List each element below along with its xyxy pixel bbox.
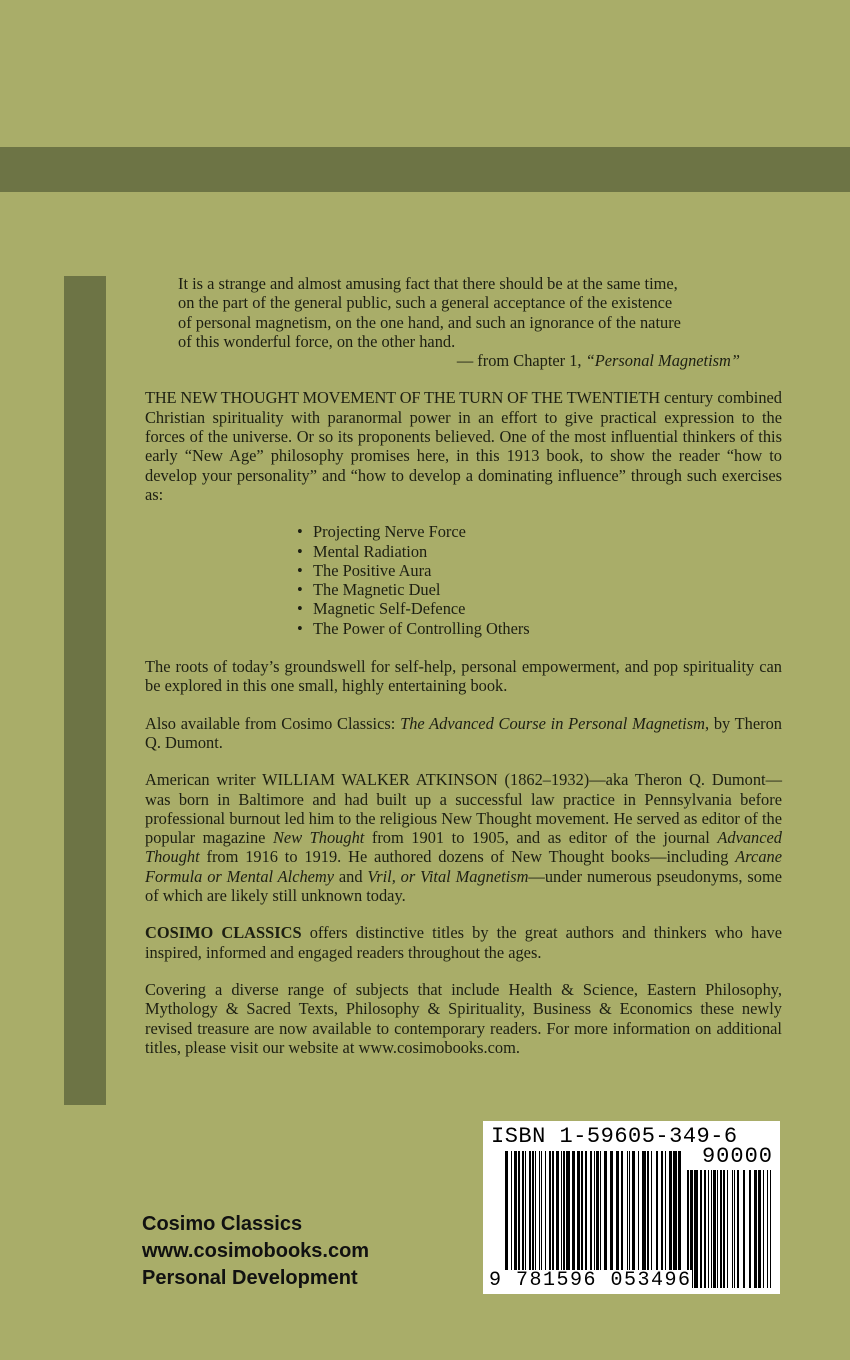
book-category: Personal Development [142, 1267, 358, 1289]
barcode-bar [669, 1151, 672, 1275]
barcode-bar [632, 1151, 635, 1275]
cosimo-brand: COSIMO CLASSICS [145, 923, 302, 943]
barcode-digits: 9 781596 053496 [489, 1269, 692, 1292]
attribution-prefix: — from Chapter 1, [456, 351, 586, 371]
quote-line: of personal magnetism, on the one hand, and such an ignorance of the nature [178, 312, 681, 332]
barcode-bar [627, 1151, 628, 1275]
list-item: • Magnetic Self-Defence [297, 599, 466, 619]
barcode-bar [541, 1151, 542, 1275]
barcode-bar [552, 1151, 554, 1275]
top-accent-band [0, 147, 850, 192]
barcode-bar [647, 1151, 649, 1275]
barcode-bar [604, 1151, 607, 1275]
barcode-bar [572, 1151, 575, 1275]
barcode-bars-addon [687, 1170, 773, 1288]
exercise-list [297, 522, 782, 638]
barcode-bar [717, 1170, 718, 1288]
barcode-bar [727, 1170, 728, 1288]
barcode-bar [525, 1151, 526, 1275]
barcode-bar [770, 1170, 771, 1288]
barcode-bar [734, 1170, 735, 1288]
barcode-bar [743, 1170, 745, 1288]
barcode-bar [581, 1151, 583, 1275]
list-item: • The Power of Controlling Others [297, 618, 530, 638]
barcode-bar [763, 1170, 764, 1288]
barcode-bar [532, 1151, 534, 1275]
barcode-bar [566, 1151, 570, 1275]
barcode-bar [678, 1151, 681, 1275]
barcode-bar [629, 1151, 630, 1275]
quote-line: on the part of the general public, such a general acceptance of the existence [178, 293, 673, 313]
barcode-bar [594, 1151, 595, 1275]
intro-lead-caps: THE NEW THOUGHT MOVEMENT OF THE TURN OF THE TWENTIETH [145, 388, 660, 408]
barcode-bar [522, 1151, 524, 1275]
barcode-bar [665, 1151, 666, 1275]
attribution-title: “Personal Magnetism” [585, 351, 740, 371]
barcode-bars-main [505, 1151, 683, 1275]
barcode-bar [556, 1151, 559, 1275]
barcode-bar [529, 1151, 531, 1275]
intro-paragraph [145, 388, 782, 504]
advanced-course-title: The Advanced Course in Personal Magnetism [400, 713, 705, 733]
barcode-bar [596, 1151, 599, 1275]
barcode-bar [505, 1151, 508, 1275]
barcode-bar [704, 1170, 706, 1288]
barcode-bar [642, 1151, 646, 1275]
publisher-website: www.cosimobooks.com [142, 1240, 370, 1262]
barcode-bar [694, 1170, 698, 1288]
barcode-bar [511, 1151, 512, 1275]
barcode-bar [621, 1151, 623, 1275]
cosimo-classics-paragraph: COSIMO CLASSICS offers distinctive titles by the great authors and thinkers who have inspired, informed and engaged readers throughout the ages. [145, 923, 782, 962]
barcode-bar [673, 1151, 677, 1275]
barcode-bar [561, 1151, 562, 1275]
barcode-bar [767, 1170, 768, 1288]
list-item: • Mental Radiation [297, 541, 428, 561]
quote-line: It is a strange and almost amusing fact that there should be at the same time, [178, 274, 678, 293]
barcode-bar [656, 1151, 658, 1275]
barcode-bar [535, 1151, 536, 1275]
list-item: • The Magnetic Duel [297, 580, 441, 600]
barcode-bar [638, 1151, 639, 1275]
also-available-paragraph: Also available from Cosimo Classics: The Advanced Course in Personal Magnetism, by Theron Q. Dumont. [145, 713, 783, 752]
barcode-bar [549, 1151, 551, 1275]
barcode-bar [514, 1151, 517, 1275]
barcode-bar [754, 1170, 757, 1288]
barcode-bar [585, 1151, 587, 1275]
barcode-bar [590, 1151, 592, 1275]
author-bio-paragraph: American writer WILLIAM WALKER ATKINSON (1862–1932)—aka Theron Q. Dumont—was born in Baltimore and had built up a successful law practice in Pennsylvania before professional burnout led him to the religious New Thought movement. He served as editor of the popular magazine New Thought from 1901 to 1905, and as editor of the journal Advanced Thought from 1916 to 1919. He authored dozens of New Thought books—including Arcane Formula or Mental Alchemy and Vril, or Vital Magnetism—under numerous pseudonyms, some of which are likely still unknown today. [145, 770, 782, 906]
list-item: • Projecting Nerve Force [297, 522, 466, 542]
barcode-bar [651, 1151, 652, 1275]
quote-line: of this wonderful force, on the other hand. [178, 331, 456, 351]
publisher-name: Cosimo Classics [142, 1213, 303, 1235]
barcode-bar [563, 1151, 565, 1275]
back-cover-text [145, 274, 782, 1075]
barcode-bar [661, 1151, 663, 1275]
barcode-bar [732, 1170, 733, 1288]
barcode-bar [723, 1170, 725, 1288]
quote-attribution [178, 351, 750, 370]
barcode-bar [708, 1170, 709, 1288]
barcode-bar [577, 1151, 580, 1275]
isbn-barcode [483, 1121, 780, 1294]
barcode-bar [720, 1170, 722, 1288]
barcode-bar [616, 1151, 619, 1275]
barcode-bar [610, 1151, 613, 1275]
barcode-bar [749, 1170, 751, 1288]
epigraph-quote [178, 274, 750, 370]
side-accent-bar [64, 276, 106, 1105]
covering-paragraph: Covering a diverse range of subjects that include Health & Science, Eastern Philosophy, Mythology & Sacred Texts, Philosophy & Spirituality, Business & Economics these newly revised treasure are now available to contemporary readers. For more information on additional titles, please visit our website at www.cosimobooks.com. [145, 979, 782, 1057]
list-item: • The Positive Aura [297, 560, 432, 580]
barcode-bar [711, 1170, 712, 1288]
roots-paragraph: The roots of today’s groundswell for self-help, personal empowerment, and pop spirituality can be explored in this one small, highly entertaining book. [145, 657, 782, 696]
barcode-bar [600, 1151, 601, 1275]
intro-body: century combined Christian spirituality with paranormal power in an effort to give practical expression to the forces of the universe. Or so its proponents believed. One of the most influential thinkers of this early “New Age” philosophy promises here, in this 1913 book, to show the reader “how to develop your personality” and “how to develop a dominating influence” through such exercises as: [145, 388, 782, 504]
barcode-addon-number: 90000 [701, 1144, 773, 1169]
barcode-bar [518, 1151, 520, 1275]
isbn-label: ISBN 1-59605-349-6 [491, 1124, 738, 1149]
barcode-bar [700, 1170, 702, 1288]
barcode-bar [713, 1170, 716, 1288]
barcode-bar [539, 1151, 540, 1275]
barcode-bar [758, 1170, 761, 1288]
publisher-info [142, 1211, 369, 1292]
barcode-bar [545, 1151, 546, 1275]
barcode-bar [737, 1170, 739, 1288]
